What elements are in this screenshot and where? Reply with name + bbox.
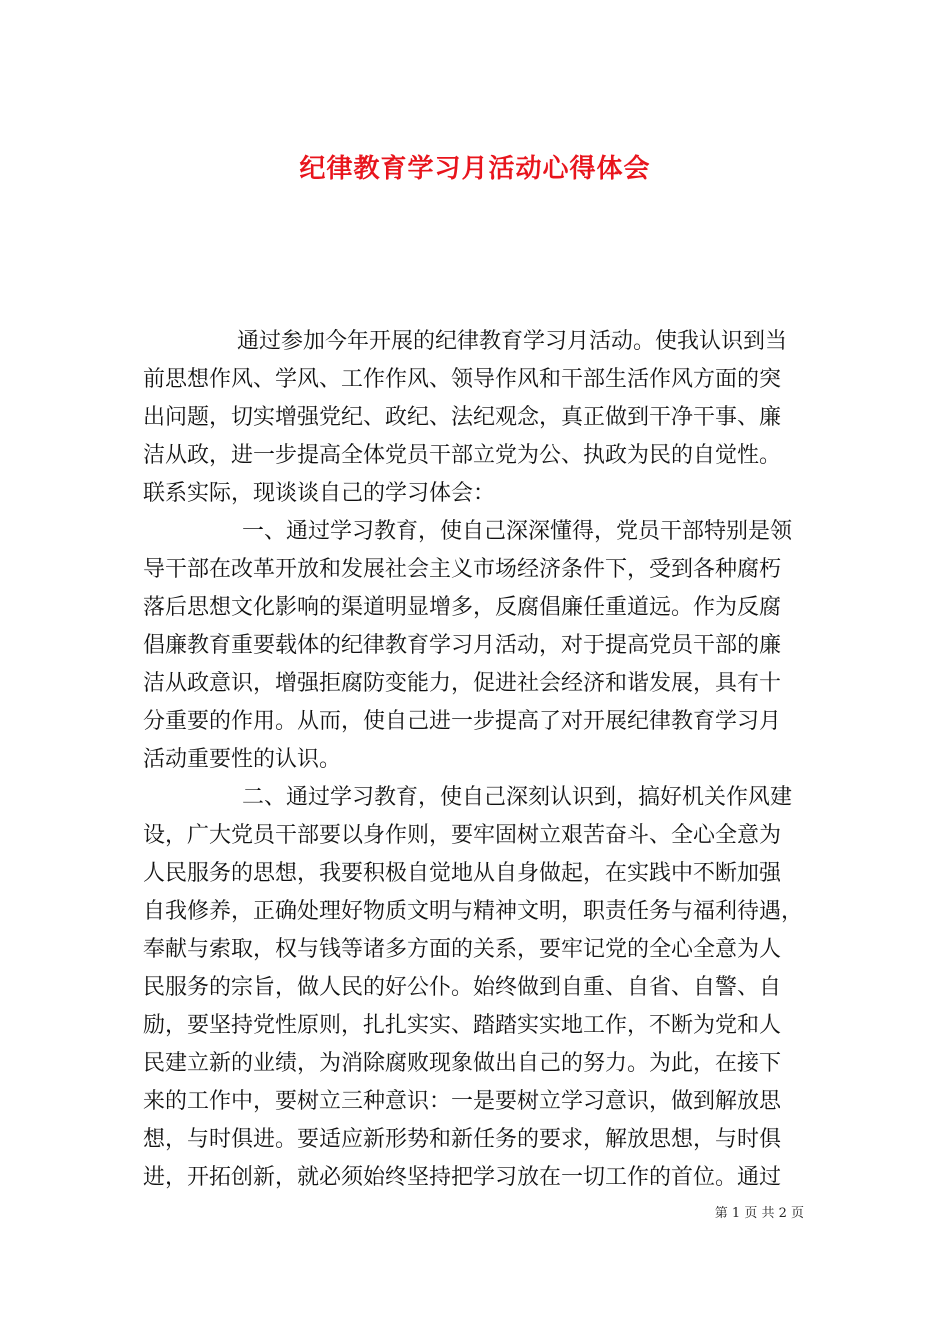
paragraph-line: 分重要的作用。从而，使自己进一步提高了对开展纪律教育学习月 (143, 709, 782, 734)
paragraph-section-two (143, 779, 805, 1197)
paragraph-line: 进，开拓创新，就必须始终坚持把学习放在一切工作的首位。通过 (143, 1165, 782, 1190)
paragraph-line: 二、通过学习教育，使自己深刻认识到，搞好机关作风建 (242, 785, 793, 810)
paragraph-line: 落后思想文化影响的渠道明显增多，反腐倡廉任重道远。作为反腐 (143, 595, 782, 620)
paragraph-line: 倡廉教育重要载体的纪律教育学习月活动，对于提高党员干部的廉 (143, 633, 782, 658)
paragraph-line: 前思想作风、学风、工作作风、领导作风和干部生活作风方面的突 (143, 367, 782, 392)
paragraph-line: 一、通过学习教育，使自己深深懂得，党员干部特别是领 (242, 519, 793, 544)
paragraph-section-one (143, 513, 805, 779)
paragraph-line: 想，与时俱进。要适应新形势和新任务的要求，解放思想，与时俱 (143, 1127, 782, 1152)
paragraph-line: 来的工作中，要树立三种意识：一是要树立学习意识，做到解放思 (143, 1089, 782, 1114)
paragraph-line: 出问题，切实增强党纪、政纪、法纪观念，真正做到干净干事、廉 (143, 405, 782, 430)
paragraph-line: 自我修养，正确处理好物质文明与精神文明，职责任务与福利待遇， (143, 899, 804, 924)
paragraph-line: 联系实际，现谈谈自己的学习体会： (143, 481, 496, 506)
paragraph-line: 励，要坚持党性原则，扎扎实实、踏踏实实地工作，不断为党和人 (143, 1013, 782, 1038)
paragraph-line: 人民服务的思想，我要积极自觉地从自身做起，在实践中不断加强 (143, 861, 782, 886)
paragraph-line: 设，广大党员干部要以身作则，要牢固树立艰苦奋斗、全心全意为 (143, 823, 782, 848)
paragraph-line: 民建立新的业绩，为消除腐败现象做出自己的努力。为此，在接下 (143, 1051, 782, 1076)
paragraph-line: 洁从政，进一步提高全体党员干部立党为公、执政为民的自觉性。 (143, 443, 782, 468)
paragraph-intro (143, 323, 805, 513)
document-body (143, 323, 805, 1197)
paragraph-line: 洁从政意识，增强拒腐防变能力，促进社会经济和谐发展，具有十 (143, 671, 782, 696)
paragraph-line: 奉献与索取，权与钱等诸多方面的关系，要牢记党的全心全意为人 (143, 937, 782, 962)
paragraph-line: 导干部在改革开放和发展社会主义市场经济条件下，受到各种腐朽 (143, 557, 782, 582)
paragraph-line: 活动重要性的认识。 (143, 747, 342, 772)
page-number-footer: 第 1 页 共 2 页 (714, 1206, 804, 1221)
paragraph-line: 民服务的宗旨，做人民的好公仆。始终做到自重、自省、自警、自 (143, 975, 782, 1000)
paragraph-line: 通过参加今年开展的纪律教育学习月活动。使我认识到当 (237, 329, 788, 354)
document-title: 纪律教育学习月活动心得体会 (299, 154, 651, 185)
